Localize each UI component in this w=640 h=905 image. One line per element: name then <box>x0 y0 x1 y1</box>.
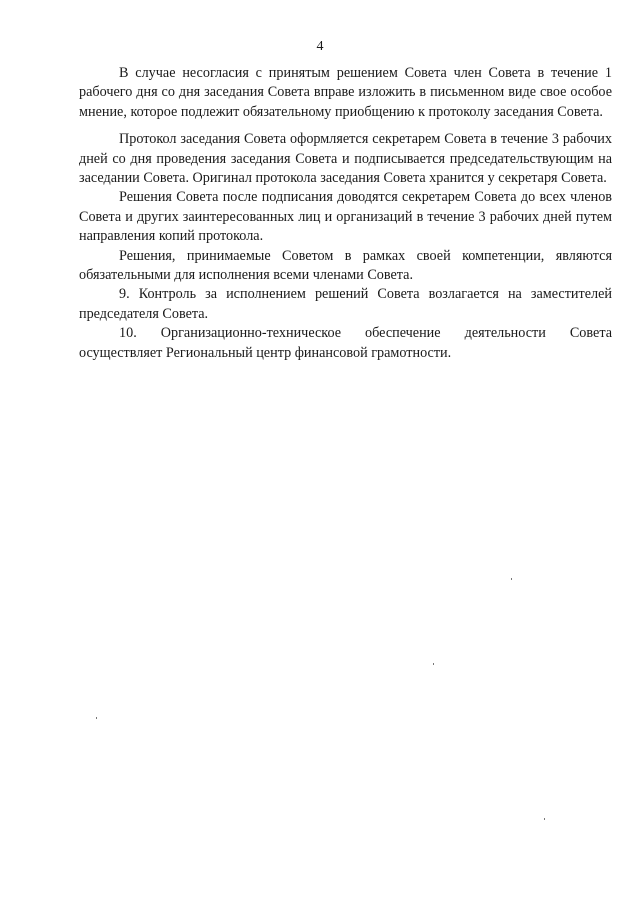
scan-speck <box>96 717 97 719</box>
paragraph-item-10: 10. Организационно-техническое обеспечение деятельности Совета осуществляет Региональный центр финансовой грамотности. <box>79 325 612 361</box>
paragraph-protocol: Протокол заседания Совета оформляется секретарем Совета в течение 3 рабочих дней со дня проведения заседания Совета и подписывается председательствующим на заседании Совета. Оригинал протокола заседания Совета хранится у секретаря Совета. <box>79 131 612 187</box>
paragraph-decisions-distribution: Решения Совета после подписания доводятся секретарем Совета до всех членов Совета и других заинтересованных лиц и организаций в течение 3 рабочих дней путем направления копий протокола. <box>79 189 612 245</box>
document-body <box>79 64 612 363</box>
page-number: 4 <box>316 39 324 54</box>
scan-speck <box>433 663 434 665</box>
paragraph-item-9: 9. Контроль за исполнением решений Совета возлагается на заместителей председателя Совета. <box>79 286 612 322</box>
scan-speck <box>544 818 545 820</box>
scan-speck <box>511 578 512 580</box>
paragraph-decisions-binding: Решения, принимаемые Советом в рамках своей компетенции, являются обязательными для исполнения всеми членами Совета. <box>79 247 612 284</box>
paragraph-dissenting-opinion: В случае несогласия с принятым решением Совета член Совета в течение 1 рабочего дня со дня заседания Совета вправе изложить в письменном виде свое особое мнение, которое подлежит обязательному приобщению к протоколу заседания Совета. <box>79 65 612 120</box>
